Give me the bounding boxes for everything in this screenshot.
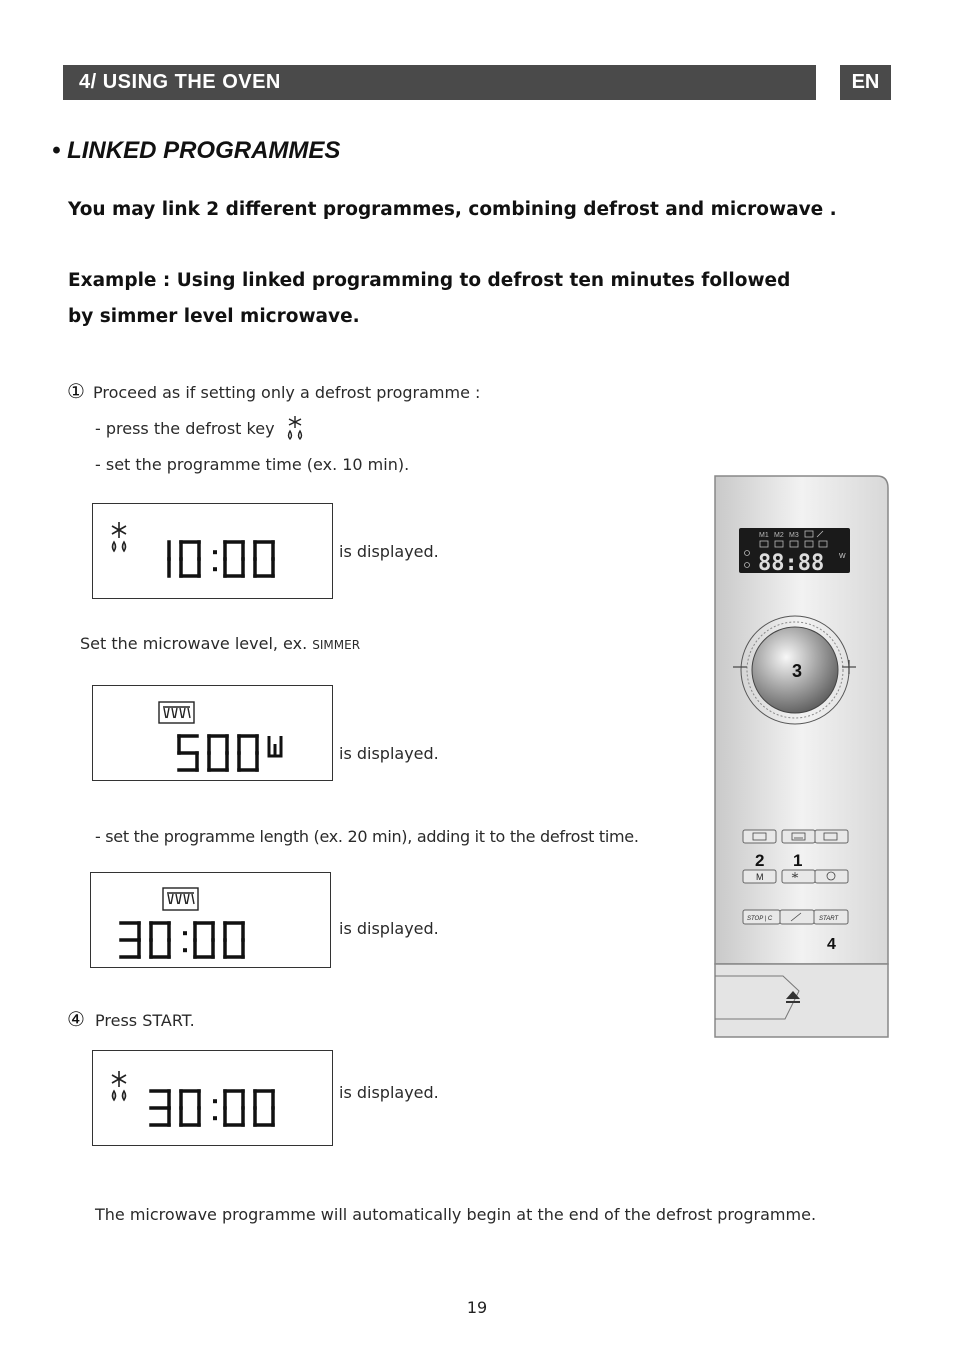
microwave-icon: [159, 702, 194, 723]
lcd-2-digits: [179, 736, 257, 770]
lcd-digit: [121, 923, 139, 957]
lcd-digit: [195, 923, 213, 957]
grill-button: [782, 830, 815, 843]
example-line-1: Example : Using linked programming to defrost ten minutes followed: [68, 270, 791, 291]
step-3-text: - set the programme length (ex. 20 min), adding it to the defrost time.: [95, 827, 639, 846]
microwave-level-label: Set the microwave level, ex.: [80, 634, 308, 653]
display-2-caption: is displayed.: [339, 744, 439, 763]
panel-display-unit: W: [839, 553, 846, 560]
lcd-digit: [255, 542, 273, 576]
lcd-display-3: [90, 872, 331, 968]
lcd-digit: [179, 736, 197, 770]
callout-2: 2: [755, 851, 765, 870]
stop-button-label: STOP | C: [747, 916, 773, 922]
panel-label-m3: M3: [789, 532, 799, 539]
panel-display-digits: 88:88: [758, 551, 825, 576]
page-number: 19: [466, 1298, 488, 1317]
lcd-digit: [225, 1091, 243, 1125]
step-4-marker: ④: [67, 1007, 85, 1031]
step-1-text: Proceed as if setting only a defrost programme :: [93, 383, 481, 402]
microwave-level-text: [80, 634, 360, 653]
defrost-icon: [284, 414, 306, 442]
lcd-display-4: [92, 1050, 333, 1146]
lcd-4-digits: [151, 1091, 273, 1125]
lcd-2-unit: [269, 736, 281, 756]
defrost-icon: [112, 1071, 126, 1100]
lcd-display-1: [92, 503, 333, 599]
eco-button: [780, 910, 814, 924]
oven-button: [815, 830, 848, 843]
step-1-marker: ①: [67, 379, 85, 403]
lcd-unit-glyph: [269, 736, 281, 756]
microwave-icon: [163, 888, 198, 910]
callout-1: 1: [793, 851, 803, 870]
lcd-digit: [225, 542, 243, 576]
microwave-button: [743, 830, 776, 843]
lcd-digit: [225, 923, 243, 957]
microwave-level-example: SIMMER: [312, 638, 361, 652]
defrost-icon: [112, 522, 126, 551]
lcd-digit: [151, 923, 169, 957]
panel-label-m2: M2: [774, 532, 784, 539]
lcd-colon: [183, 931, 187, 935]
lcd-3-digits: [121, 923, 243, 957]
lcd-digit: [255, 1091, 273, 1125]
closing-paragraph: The microwave programme will automatically begin at the end of the defrost programme.: [95, 1205, 817, 1224]
example-line-2: by simmer level microwave.: [68, 306, 360, 327]
display-1-caption: is displayed.: [339, 542, 439, 561]
page-title: • LINKED PROGRAMMES: [52, 137, 341, 164]
step-1-bullet-1: - press the defrost key: [95, 419, 275, 438]
lcd-display-2: [92, 685, 333, 781]
callout-3: 3: [792, 661, 803, 681]
step-4-text: Press START.: [95, 1011, 195, 1030]
lcd-colon: [213, 550, 217, 554]
lcd-1-digits: [169, 542, 273, 576]
lcd-digit: [151, 1091, 169, 1125]
lcd-colon: [213, 567, 217, 571]
step-1-bullet-2: - set the programme time (ex. 10 min).: [95, 455, 410, 474]
lcd-colon: [213, 1099, 217, 1103]
intro-paragraph: You may link 2 different programmes, combining defrost and microwave .: [68, 199, 837, 220]
lcd-digit: [181, 542, 199, 576]
lcd-digit: [181, 1091, 199, 1125]
panel-label-m1: M1: [759, 532, 769, 539]
defrost-button: [782, 870, 815, 883]
section-header: 4/ USING THE OVEN: [63, 65, 816, 100]
display-3-caption: is displayed.: [339, 919, 439, 938]
start-button-label: START: [819, 916, 839, 922]
lcd-colon: [213, 1116, 217, 1120]
callout-4: 4: [827, 936, 836, 953]
display-4-caption: is displayed.: [339, 1083, 439, 1102]
lcd-digit: [239, 736, 257, 770]
language-badge: EN: [840, 65, 891, 100]
lcd-digit: [209, 736, 227, 770]
lcd-colon: [183, 948, 187, 952]
control-panel-illustration: [713, 474, 890, 1039]
memory-button-label: M: [756, 872, 764, 882]
